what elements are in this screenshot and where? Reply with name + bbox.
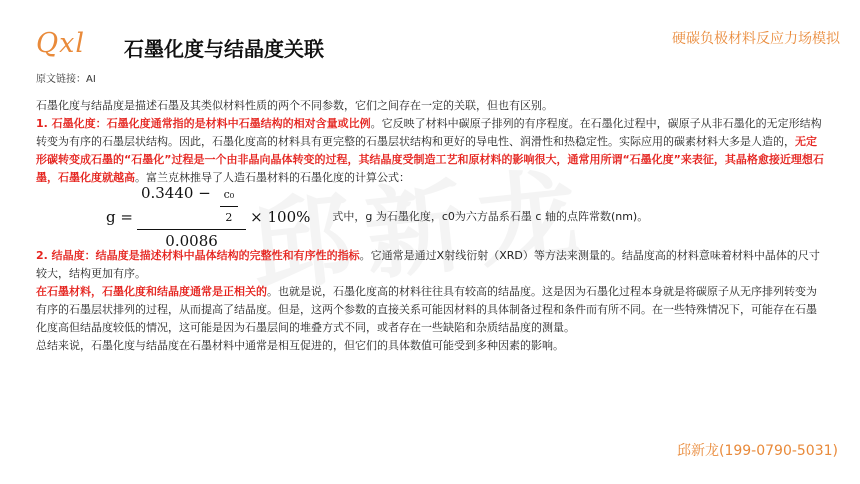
graphitization-paragraph [36,115,826,187]
formula-rhs: × 100% [250,208,311,226]
series-title: 硬碳负极材料反应力场模拟 [672,31,840,47]
formula-inner-numerator: c₀ [220,186,239,207]
formula-inner-fraction [220,186,239,227]
formula-row [106,184,826,250]
relation-paragraph [36,283,826,337]
formula-numerator-const: 0.3440 − [140,184,211,202]
formula-numerator [137,184,246,230]
relation-text: 。也就是说，石墨化度高的材料往往具有较高的结晶度。这是因为石墨化过程本身就是将碳原子从无序排列转变为有序的石墨层状排列的过程，从而提高了结晶度。但是，这两个参数的直接关系可能因材料的具体制备过程和条件而有所不同。在一些特殊情况下，可能存在石墨化度高但结晶度较低的情况，这可能是因为石墨层间的堆叠方式不同，或者存在一些缺陷和杂质结晶度的测量。 [36,285,817,334]
crystallinity-paragraph [36,247,826,283]
conclusion-paragraph: 总结来说，石墨化度与结晶度在石墨材料中通常是相互促进的，但它们的具体数值可能受到多种因素的影响。 [36,339,564,352]
intro-paragraph: 石墨化度与结晶度是描述石墨及其类似材料性质的两个不同参数，它们之间存在一定的关联，但也有区别。 [36,99,553,112]
formula-lhs: g = [106,208,133,226]
graphitization-text: 。它反映了材料中碳原子排列的有序程度。在石墨化过程中，碳原子从非石墨化的无定形结构转变为有序的石墨层状结构。因此，石墨化度高的材料具有更完整的石墨层状结构和更好的导电性、润滑性和热稳定性。实际应用的碳素材料大多是人造的， [36,117,822,148]
formula-main-fraction [137,184,246,250]
crystallinity-text: 。它通常是通过X射线衍射（XRD）等方法来测量的。结晶度高的材料意味着材料中晶体的尺寸较大，结构更加有序。 [36,249,820,280]
formula-inner-denominator: 2 [225,211,233,224]
article-body [36,97,826,355]
graphitization-definition-highlight: 1. 石墨化度：石墨化度通常指的是材料中石墨结构的相对含量或比例 [36,117,371,130]
graphitization-formula [106,184,310,250]
graphitization-process-highlight: 无定形碳转变成石墨的“石墨化”过程是一个由非晶向晶体转变的过程，其结晶度受制造工艺和原材料的影响很大，通常用所谓“石墨化度”来表征，其晶格愈接近理想石墨，石墨化度就越高 [36,135,824,184]
formula-description: 式中，g 为石墨化度，c0为六方晶系石墨 c 轴的点阵常数(nm)。 [332,210,649,223]
author-contact: 邱新龙(199-0790-5031) [676,443,838,459]
brand-logo: Qxl [36,28,85,59]
source-link-label: 原文链接：AI [36,74,96,85]
page-title: 石墨化度与结晶度关联 [124,37,324,61]
formula-denominator: 0.0086 [165,232,218,250]
crystallinity-definition-highlight: 2. 结晶度：结晶度是描述材料中晶体结构的完整性和有序性的指标 [36,249,360,262]
relation-highlight: 在石墨材料，石墨化度和结晶度通常是正相关的 [36,285,267,298]
graphitization-text-end: 。富兰克林推导了人造石墨材料的石墨化度的计算公式： [135,171,410,184]
